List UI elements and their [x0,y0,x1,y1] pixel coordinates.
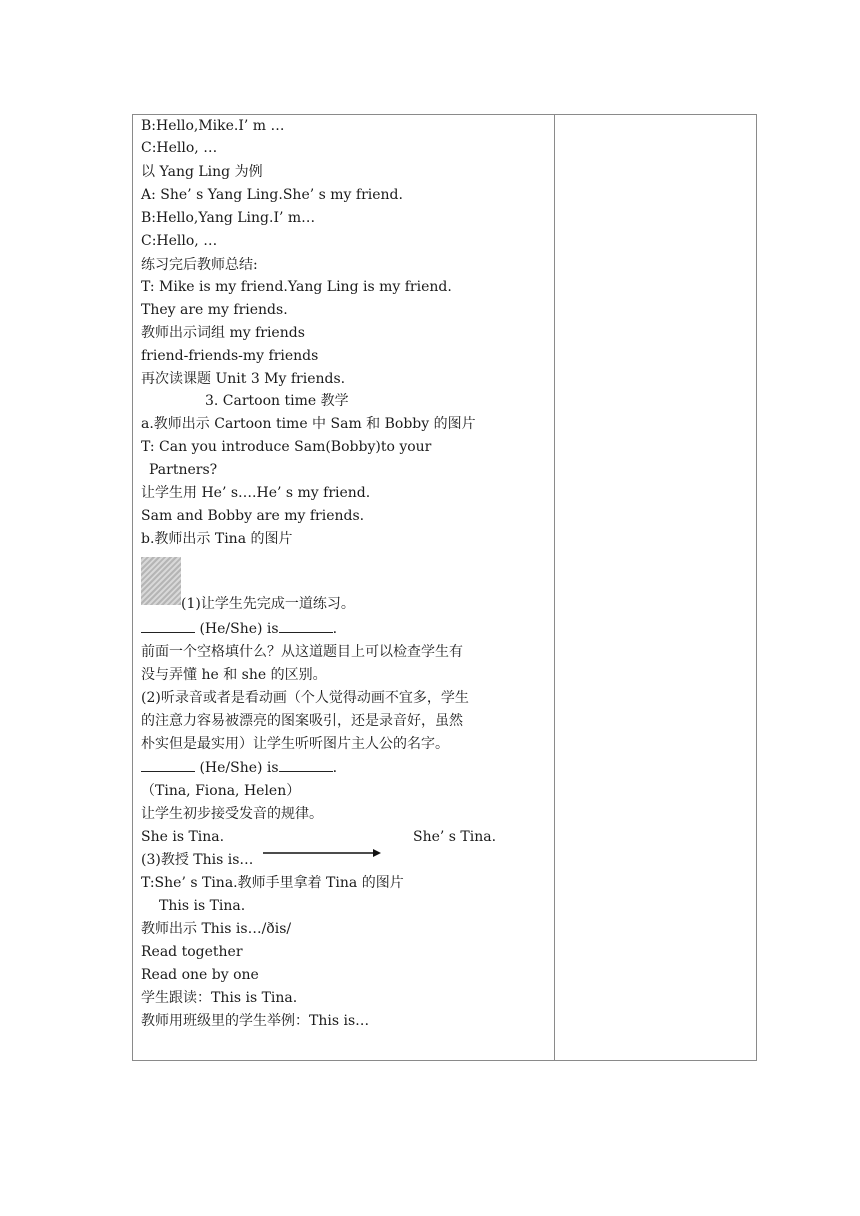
blank-suffix: . [332,760,338,776]
text-line: 教师出示词组 my friends [141,325,305,341]
text-line: （Tina, Fiona, Helen） [141,783,301,799]
tina-picture-thumbnail [141,557,181,605]
text-line: They are my friends. [141,302,288,318]
text-line: friend-friends-my friends [141,348,319,364]
text-line: (3)教授 This is… [141,852,254,868]
text-line: 练习完后教师总结: [141,257,258,273]
column-divider [554,115,555,1060]
text-line: She’ s Tina. [413,829,497,845]
blank-prompt: (He/She) is [199,621,279,637]
text-line: T:She’ s Tina.教师手里拿着 Tina 的图片 [141,875,404,891]
text-line: A: She’ s Yang Ling.She’ s my friend. [141,187,403,203]
text-line: 教师用班级里的学生举例：This is… [141,1013,370,1029]
text-line: 再次读课题 Unit 3 My friends. [141,371,346,387]
right-arrow-icon [263,848,381,858]
text-line: (1)让学生先完成一道练习。 [181,596,355,612]
text-line: 没与弄懂 he 和 she 的区别。 [141,667,327,683]
text-line: She is Tina. [141,829,225,845]
blank [141,757,195,772]
fill-blank-line [141,618,337,641]
section-heading: 3. Cartoon time 教学 [205,393,349,409]
text-line: Sam and Bobby are my friends. [141,508,365,524]
text-line: 朴实但是最实用）让学生听听图片主人公的名字。 [141,736,449,752]
text-line: 让学生初步接受发音的规律。 [141,806,323,822]
text-line: 让学生用 He’ s….He’ s my friend. [141,485,371,501]
text-line: b.教师出示 Tina 的图片 [141,531,293,547]
text-line: 学生跟读：This is Tina. [141,990,298,1006]
text-line: Read one by one [141,967,259,983]
text-line: a.教师出示 Cartoon time 中 Sam 和 Bobby 的图片 [141,416,476,432]
text-line: This is Tina. [159,898,246,914]
text-line: C:Hello, … [141,140,218,156]
blank [279,618,333,633]
text-line: Partners? [149,462,218,478]
text-line: B:Hello,Yang Ling.I’ m… [141,210,316,226]
blank [141,618,195,633]
text-line: 的注意力容易被漂亮的图案吸引，还是录音好，虽然 [141,713,463,729]
blank-prompt: (He/She) is [199,760,279,776]
lesson-table [132,114,757,1061]
text-line: T: Mike is my friend.Yang Ling is my friend. [141,279,452,295]
text-line: C:Hello, … [141,233,218,249]
text-line: 前面一个空格填什么？从这道题目上可以检查学生有 [141,644,463,660]
text-line: B:Hello,Mike.I’ m … [141,118,285,134]
blank [279,757,333,772]
blank-suffix: . [332,621,338,637]
text-line: 教师出示 This is…/ðis/ [141,921,292,937]
fill-blank-line [141,757,337,780]
text-line: 以 Yang Ling 为例 [141,164,263,180]
text-line: (2)听录音或者是看动画（个人觉得动画不宜多，学生 [141,690,469,706]
text-line: T: Can you introduce Sam(Bobby)to your [141,439,432,455]
text-line: Read together [141,944,243,960]
